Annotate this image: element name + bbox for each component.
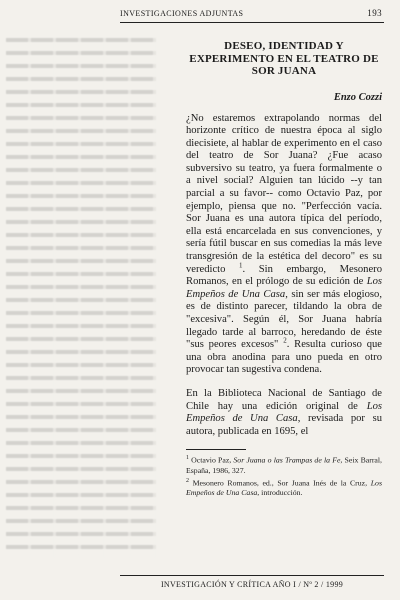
article bbox=[186, 40, 382, 500]
footnotes bbox=[186, 454, 382, 498]
paragraph-2-text-b: , revisada por su autora, publicada en 1695, el bbox=[186, 413, 382, 437]
paragraph-2-text-a: En la Biblioteca Nacional de Santiago de Chile hay una edición original de bbox=[186, 387, 382, 412]
footnote-work-title: Los Empeños de Una Casa bbox=[186, 478, 382, 498]
running-header bbox=[120, 8, 382, 18]
footnote-text: , introducción. bbox=[257, 488, 303, 498]
footnote-1 bbox=[186, 454, 382, 475]
footnote-number: 1 bbox=[186, 455, 189, 462]
paragraph-1-text-c: , sin ser más elogioso, es de distinto parecer, tildando la obra de "excesiva". Según él, Sor Juana habría llegado tarde al barroco, heredando de éste "sus peores excesos" bbox=[186, 288, 382, 351]
paragraph-1 bbox=[186, 113, 382, 377]
page-number: 193 bbox=[367, 8, 382, 18]
work-title: Los Empeños de Una Casa bbox=[186, 400, 382, 425]
article-author: Enzo Cozzi bbox=[333, 91, 382, 103]
paragraph-2 bbox=[186, 388, 382, 438]
article-body bbox=[186, 113, 382, 439]
footnote-text: Octavio Paz, bbox=[191, 455, 234, 465]
footnote-work-title: Sor Juana o las Trampas de la Fe bbox=[233, 455, 341, 465]
footnote-ref-1[interactable]: 1 bbox=[239, 261, 243, 270]
paragraph-1-text-d: . Resulta curioso que una obra anodina para uno pueda en otro provocar tan sugestiva condena. bbox=[186, 339, 382, 376]
footnote-ref-2[interactable]: 2 bbox=[283, 336, 287, 345]
footnote-text: , Seix Barral, España, 1986, 327. bbox=[186, 455, 382, 475]
footnote-2 bbox=[186, 477, 382, 498]
paragraph-1-text-a: ¿No estaremos extrapolando normas del horizonte crítico de nuestra época al siglo diecisiete, al hablar de experimento en el caso del teatro de Sor Juana? ¿Fue acaso subversivo su teatro, ya fuera formalmente o a nivel social? Alguien tan lúcido --y tan parcial a su favor-- como Octavio Paz, por ejemplo, piensa que no. "Perfección vacía. Sor Juana es una autora típica del período, ella está encarcelada en sus convenciones, y sería fútil buscar en sus comedias la más leve transgresión de la estética del decoro" es su veredicto bbox=[186, 112, 382, 275]
article-title: DESEO, IDENTIDAD Y EXPERIMENTO EN EL TEATRO DE SOR JUANA bbox=[189, 40, 379, 77]
footnote-text: Mesonero Romanos, ed., Sor Juana Inés de la Cruz, bbox=[192, 478, 371, 488]
work-title: Los Empeños de Una Casa bbox=[186, 276, 382, 300]
bleed-through-text bbox=[6, 38, 156, 558]
footnote-rule bbox=[186, 449, 246, 450]
footnote-number: 2 bbox=[186, 478, 189, 485]
footer-rule bbox=[120, 575, 384, 576]
running-footer: INVESTIGACIÓN Y CRÍTICA AÑO I / Nº 2 / 1999 bbox=[160, 580, 344, 589]
section-title: INVESTIGACIONES ADJUNTAS bbox=[120, 9, 244, 18]
header-rule bbox=[120, 22, 384, 23]
paragraph-1-text-b: . Sin embargo, Mesonero Romanos, en el prólogo de su edición de bbox=[186, 263, 382, 288]
